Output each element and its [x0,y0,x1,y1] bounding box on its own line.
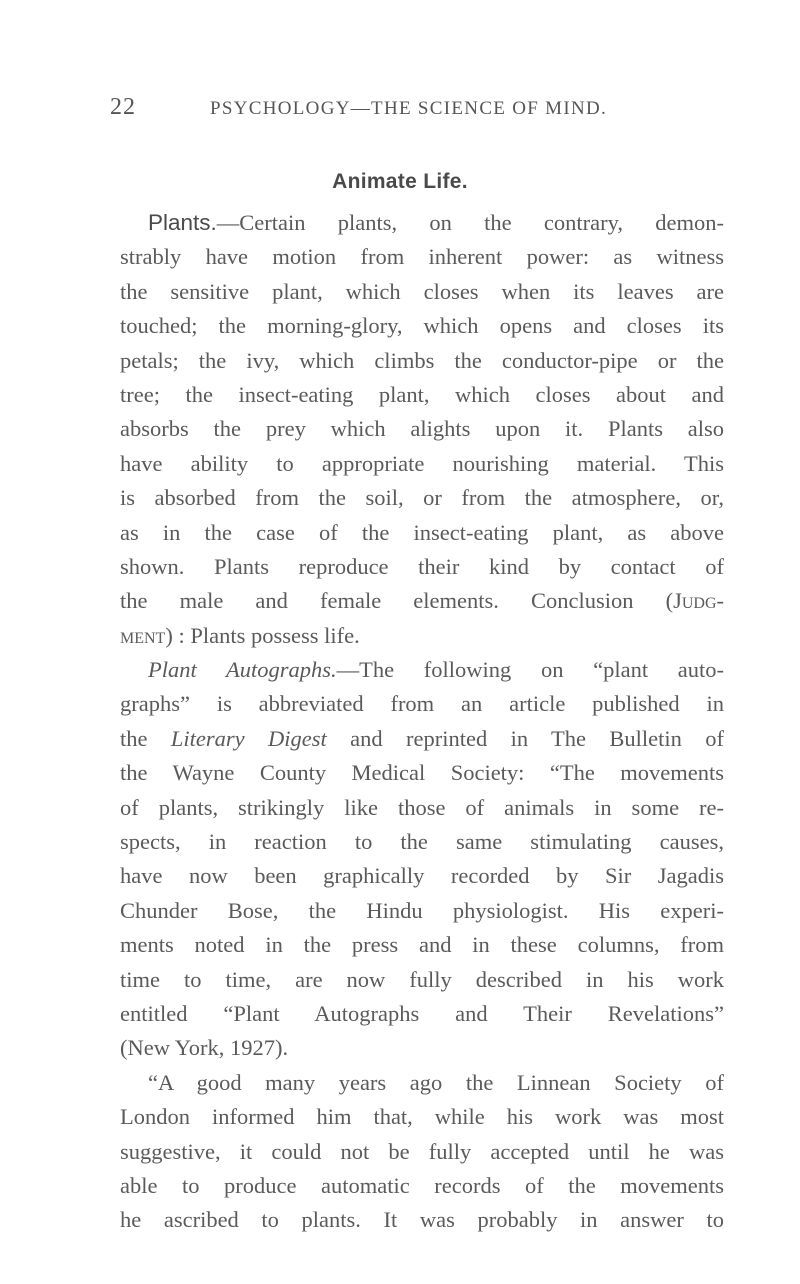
text-line: (New York, 1927). [120,1035,289,1061]
text-line: of plants, strikingly like those of animals in some re- [120,794,724,820]
text-line: is absorbed from the soil, or from the atmosphere, or, [120,485,724,511]
text-line: absorbs the prey which alights upon it. Plants also [120,416,724,442]
text-line [120,653,724,687]
text-span: the [120,725,171,751]
text-line [120,206,724,240]
text-line: strably have motion from inherent power: as witness [120,244,724,270]
text-line: suggestive, it could not be fully accepted until he was [120,1138,724,1164]
page-header [110,94,750,130]
text-span: the male and female elements. Conclusion ( [120,588,674,614]
text-span: ) : Plants possess life. [165,622,360,648]
text-span: —The following on “plant auto- [336,657,724,683]
text-line: ments noted in the press and in these columns, from [120,932,724,958]
text-span: —Certain plants, on the contrary, demon- [216,210,724,235]
small-caps-span: Judg- [673,588,724,614]
text-line: the Wayne County Medical Society: “The movements [120,760,724,786]
text-line: graphs” is abbreviated from an article published in [120,691,724,717]
text-line: tree; the insect-eating plant, which closes about and [120,381,724,407]
body-text [120,206,724,1238]
text-line: London informed him that, while his work was most [120,1104,724,1130]
running-head: PSYCHOLOGY—THE SCIENCE OF MIND. [210,98,608,119]
text-line [120,584,724,618]
paragraph-lead: Plants. [148,210,217,235]
text-line: have ability to appropriate nourishing material. This [120,450,724,476]
text-line [120,722,724,756]
text-line: able to produce automatic records of the movements [120,1172,724,1198]
text-line: petals; the ivy, which climbs the conductor-pipe or the [120,347,724,373]
section-heading: Animate Life. [332,170,468,193]
text-line: have now been graphically recorded by Sir Jagadis [120,863,724,889]
small-caps-span: ment [120,622,166,648]
text-line: he ascribed to plants. It was probably in answer to [120,1207,724,1233]
page-number: 22 [110,94,136,120]
text-line: time to time, are now fully described in his work [120,966,724,992]
text-line: shown. Plants reproduce their kind by contact of [120,553,724,579]
text-line: touched; the morning-glory, which opens and closes its [120,313,724,339]
text-line: entitled “Plant Autographs and Their Revelations” [120,1000,724,1026]
text-span: and reprinted in The Bulletin of [326,725,725,751]
text-line [120,619,724,653]
text-line: the sensitive plant, which closes when its leaves are [120,278,724,304]
text-line: Chunder Bose, the Hindu physiologist. His experi- [120,897,724,923]
text-line: “A good many years ago the Linnean Society of [148,1069,724,1095]
italic-title: Literary Digest [170,725,327,751]
text-line: spects, in reaction to the same stimulating causes, [120,829,724,855]
text-line: as in the case of the insect-eating plant, as above [120,519,724,545]
paragraph-lead-italic: Plant Autographs. [148,657,337,683]
